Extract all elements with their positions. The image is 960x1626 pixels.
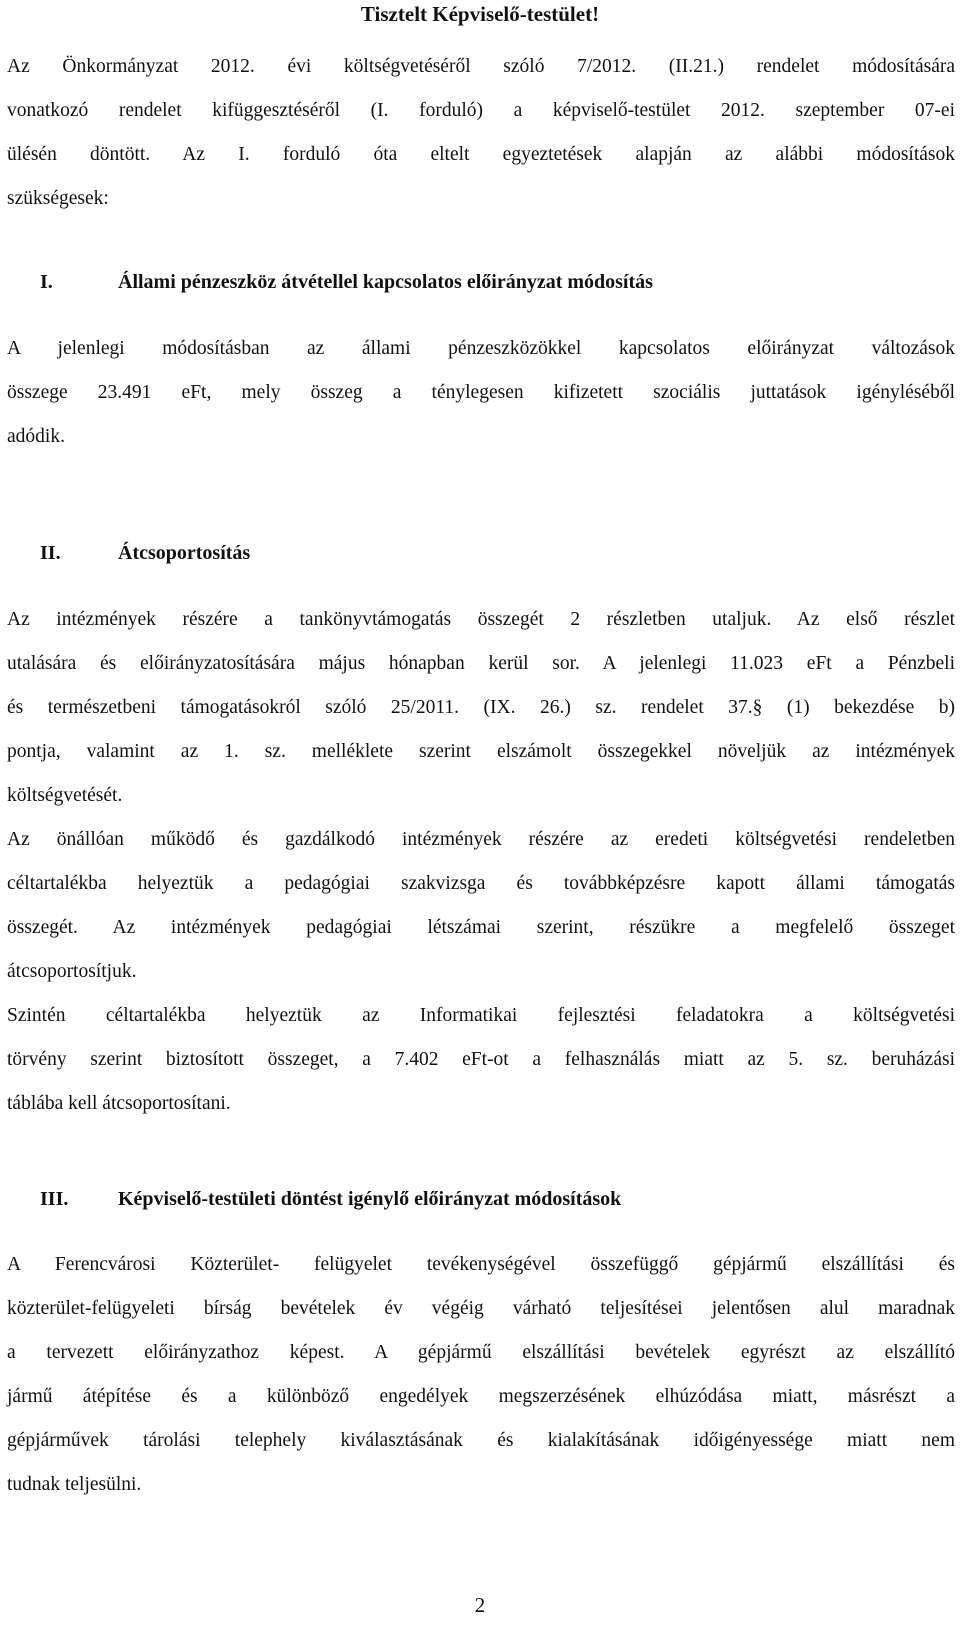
text-line: összege 23.491 eFt, mely összeg a ténylegesen kifizetett szociális juttatások igényléséből xyxy=(7,382,955,403)
section-2-paragraph-1 xyxy=(7,598,955,818)
text-line: utalására és előirányzatosítására május hónapban kerül sor. A jelenlegi 11.023 eFt a Pénzbeli xyxy=(7,653,955,674)
text-line: vonatkozó rendelet kifüggesztéséről (I. forduló) a képviselő-testület 2012. szeptember 07-ei xyxy=(7,100,955,121)
text-line: szükségesek: xyxy=(7,188,109,209)
text-line: tudnak teljesülni. xyxy=(7,1474,142,1495)
text-line: Szintén céltartalékba helyeztük az Informatikai fejlesztési feladatokra a költségvetési xyxy=(7,1005,955,1026)
text-line: pontja, valamint az 1. sz. melléklete szerint elszámolt összegekkel növeljük az intézmények xyxy=(7,741,955,762)
page-title: Tisztelt Képviselő-testület! xyxy=(360,2,600,26)
text-line: közterület-felügyeleti bírság bevételek év végéig várható teljesítései jelentősen alul maradnak xyxy=(7,1298,955,1319)
text-line: Az Önkormányzat 2012. évi költségvetéséről szóló 7/2012. (II.21.) rendelet módosítására xyxy=(7,56,955,77)
intro-paragraph xyxy=(7,45,955,221)
section-3-paragraph xyxy=(7,1243,955,1507)
text-line: táblába kell átcsoportosítani. xyxy=(7,1093,231,1114)
text-line: törvény szerint biztosított összeget, a 7.402 eFt-ot a felhasználás miatt az 5. sz. beruházási xyxy=(7,1049,955,1070)
text-line: összegét. Az intézmények pedagógiai létszámai szerint, részükre a megfelelő összeget xyxy=(7,917,955,938)
section-number: I. xyxy=(40,271,53,293)
text-line: átcsoportosítjuk. xyxy=(7,961,137,982)
text-line: gépjárművek tárolási telephely kiválasztásának és kialakításának időigényessége miatt nem xyxy=(7,1430,955,1451)
text-line: jármű átépítése és a különböző engedélyek megszerzésének elhúzódása miatt, másrészt a xyxy=(7,1386,955,1407)
section-title: Átcsoportosítás xyxy=(118,542,251,564)
section-number: II. xyxy=(40,542,61,564)
text-line: a tervezett előirányzathoz képest. A gépjármű elszállítási bevételek egyrészt az elszállító xyxy=(7,1342,955,1363)
section-number: III. xyxy=(40,1188,69,1210)
text-line: adódik. xyxy=(7,426,65,447)
section-title: Állami pénzeszköz átvétellel kapcsolatos előirányzat módosítás xyxy=(118,271,653,293)
text-line: Az intézmények részére a tankönyvtámogatás összegét 2 részletben utaljuk. Az első részlet xyxy=(7,609,955,630)
text-line: Az önállóan működő és gazdálkodó intézmények részére az eredeti költségvetési rendeletben xyxy=(7,829,955,850)
text-line: A Ferencvárosi Közterület- felügyelet tevékenységével összefüggő gépjármű elszállítási és xyxy=(7,1254,955,1275)
section-title: Képviselő-testületi döntést igénylő előirányzat módosítások xyxy=(118,1188,622,1210)
section-3-heading xyxy=(40,1187,622,1211)
text-line: céltartalékba helyeztük a pedagógiai szakvizsga és továbbképzésre kapott állami támogatás xyxy=(7,873,955,894)
section-2-paragraph-2 xyxy=(7,818,955,994)
text-line: költségvetését. xyxy=(7,785,123,806)
section-2-heading xyxy=(40,541,251,565)
text-line: ülésén döntött. Az I. forduló óta eltelt egyeztetések alapján az alábbi módosítások xyxy=(7,144,955,165)
text-line: és természetbeni támogatásokról szóló 25/2011. (IX. 26.) sz. rendelet 37.§ (1) bekezdése b) xyxy=(7,697,955,718)
page-number: 2 xyxy=(474,1593,486,1617)
text-line: A jelenlegi módosításban az állami pénzeszközökkel kapcsolatos előirányzat változások xyxy=(7,338,955,359)
section-1-paragraph xyxy=(7,327,955,459)
section-2-paragraph-3 xyxy=(7,994,955,1126)
section-1-heading xyxy=(40,270,653,294)
